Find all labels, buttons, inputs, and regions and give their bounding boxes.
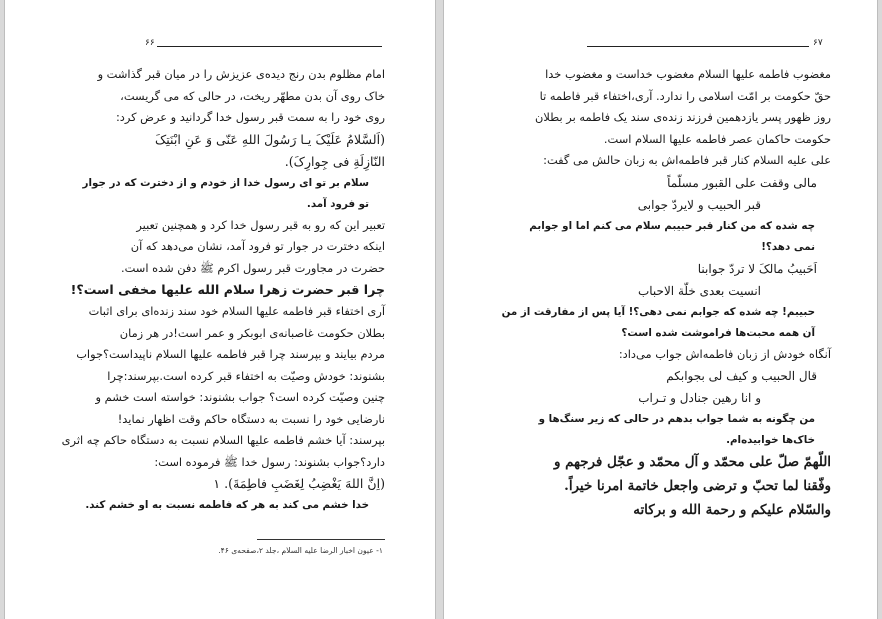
left-page-number: ۶۶: [145, 38, 155, 48]
text-line: (اَلسَّلامُ عَلَیْکَ یـا رَسُولَ اللهِ عَنّی وَ عَنِ ابْنَتِکَ: [154, 131, 385, 147]
text-line: وفّقنا لما تحبّ و ترضی واجعل خاتمة امرنا خیراً.: [564, 478, 831, 494]
text-line: آن همه محبت‌ها فراموشت شده است؟: [621, 326, 815, 339]
text-line: النّازِلَةِ فی جِوارِکَ).: [284, 153, 385, 169]
text-line: نارضایی خود را نسبت به دستگاه حاکم وقت اظهار نماید!: [117, 411, 385, 426]
text-line: آری اختفاء قبر فاطمه علیها السلام خود سند زنده‌ای برای اثبات: [88, 304, 385, 318]
left-page: [4, 0, 436, 619]
text-line: چنین وصیّت کرده است؟ جواب بشنوند: خواسته است خشم و: [95, 390, 385, 404]
text-line: من چگونه به شما جواب بدهم در حالی که زیر سنگ‌ها و: [538, 413, 815, 425]
right-page: [443, 0, 878, 619]
text-line: انسیت بعدی خلّة الاحباب: [637, 283, 761, 298]
text-line: تعبیر این که رو به قبر رسول خدا کرد و همچنین تعبیر: [136, 217, 385, 232]
text-line: خدا خشم می کند به هر که فاطمه نسبت به او خشم کند.: [85, 499, 369, 511]
text-line: نمی دهد؟!: [761, 240, 815, 253]
text-line: (اِنَّ اللهَ یَغْضِبُ لِغَضَبِ فاطِمَةَ). ١: [213, 476, 385, 491]
text-line: و انا رهین جنادل و تـراب: [638, 391, 761, 405]
text-line: روی خود را به سمت قبر رسول خدا گردانید و عرض کرد:: [115, 110, 385, 124]
text-line: بپرسند: آیا خشم فاطمه علیها السلام نسبت به دستگاه حاکم چه اثری: [61, 433, 385, 447]
text-line: بشنوند: خودش وصیّت به اختفاء قبر کرده است.بپرسند:چرا: [107, 368, 385, 383]
text-line: آنگاه خودش از زبان فاطمه‌اش جواب می‌داد:: [618, 346, 831, 361]
right-page-number: ۶۷: [813, 38, 823, 48]
left-page-text: [61, 64, 385, 516]
footnote: ١- عیون اخبار الرضا علیه السلام ،جلد ٢،صفحه‌ی ۴۶.: [218, 546, 383, 555]
right-page-text: [501, 64, 831, 523]
text-line: اَحَبیبُ مالکَ لا تردّ جوابنا: [697, 261, 817, 276]
text-line: حقّ حکومت بر امّت اسلامی را ندارد. آری،اختفاء قبر فاطمه تا: [539, 88, 831, 103]
text-line: مغضوب فاطمه علیها السلام مغضوب خداست و مغضوب خدا: [545, 67, 831, 81]
text-line: سلام بر تو ای رسول خدا از خودم و از دخترت که در جوار: [82, 176, 369, 189]
section-heading: چرا قبر حضرت زهرا سلام الله علیها مخفی است؟!: [70, 282, 385, 297]
text-line: قبر الحبیب و لایردّ جوابی: [637, 197, 761, 212]
text-line: تو فرود آمد.: [306, 197, 369, 210]
text-line: علی علیه السلام کنار قبر فاطمه‌اش به زبان حالش می گفت:: [543, 153, 831, 167]
text-line: بطلان حکومت غاصبانه‌ی ابوبکر و عمر است!در هر زمان: [119, 325, 385, 340]
right-header-rule: [587, 46, 809, 47]
text-line: حکومت حاکمان عصر فاطمه علیها السلام است.: [603, 131, 831, 146]
text-line: والسّلام علیکم و رحمة الله و برکاته: [633, 502, 831, 518]
text-line: چه شده که من کنار قبر حبیبم سلام می کنم اما او جوابم: [529, 219, 815, 232]
left-header-rule: [157, 46, 382, 47]
text-line: اللّهمّ صلّ علی محمّد و آل محمّد و عجّل فرجهم و: [554, 454, 831, 470]
text-line: قال الحبیب و کیف لی بجوابکم: [666, 369, 817, 383]
text-line: خاک‌ها خوابیده‌ام.: [726, 434, 815, 446]
footnote-rule: [257, 539, 385, 540]
text-line: امام مظلوم بدن رنج دیده‌ی عزیزش را در میان قبر گذاشت و: [97, 67, 385, 81]
text-line: حضرت در مجاورت قبر رسول اکرم ﷺ دفن شده است.: [121, 260, 385, 275]
text-line: مالی وقفت علی القبور مسلّماً: [667, 175, 817, 190]
text-line: دارد؟جواب بشنوند: رسول خدا ﷺ فرموده است:: [154, 454, 385, 469]
text-line: مردم بیایند و بپرسند چرا قبر فاطمه علیها السلام ناپیداست؟جواب: [76, 347, 385, 361]
text-line: خاک روی آن بدن مطهّر ریخت، در حالی که می گریست،: [120, 88, 385, 103]
text-line: روز ظهور پسر یازدهمین فرزند زنده‌ی سند یک فاطمه بر بطلان: [535, 110, 831, 124]
text-line: اینکه دخترت در جوار تو فرود آمد، نشان می‌دهد که آن: [130, 239, 385, 253]
text-line: حبیبم! چه شده که جوابم نمی دهی؟! آیا پس از مفارقت از من: [501, 305, 815, 318]
